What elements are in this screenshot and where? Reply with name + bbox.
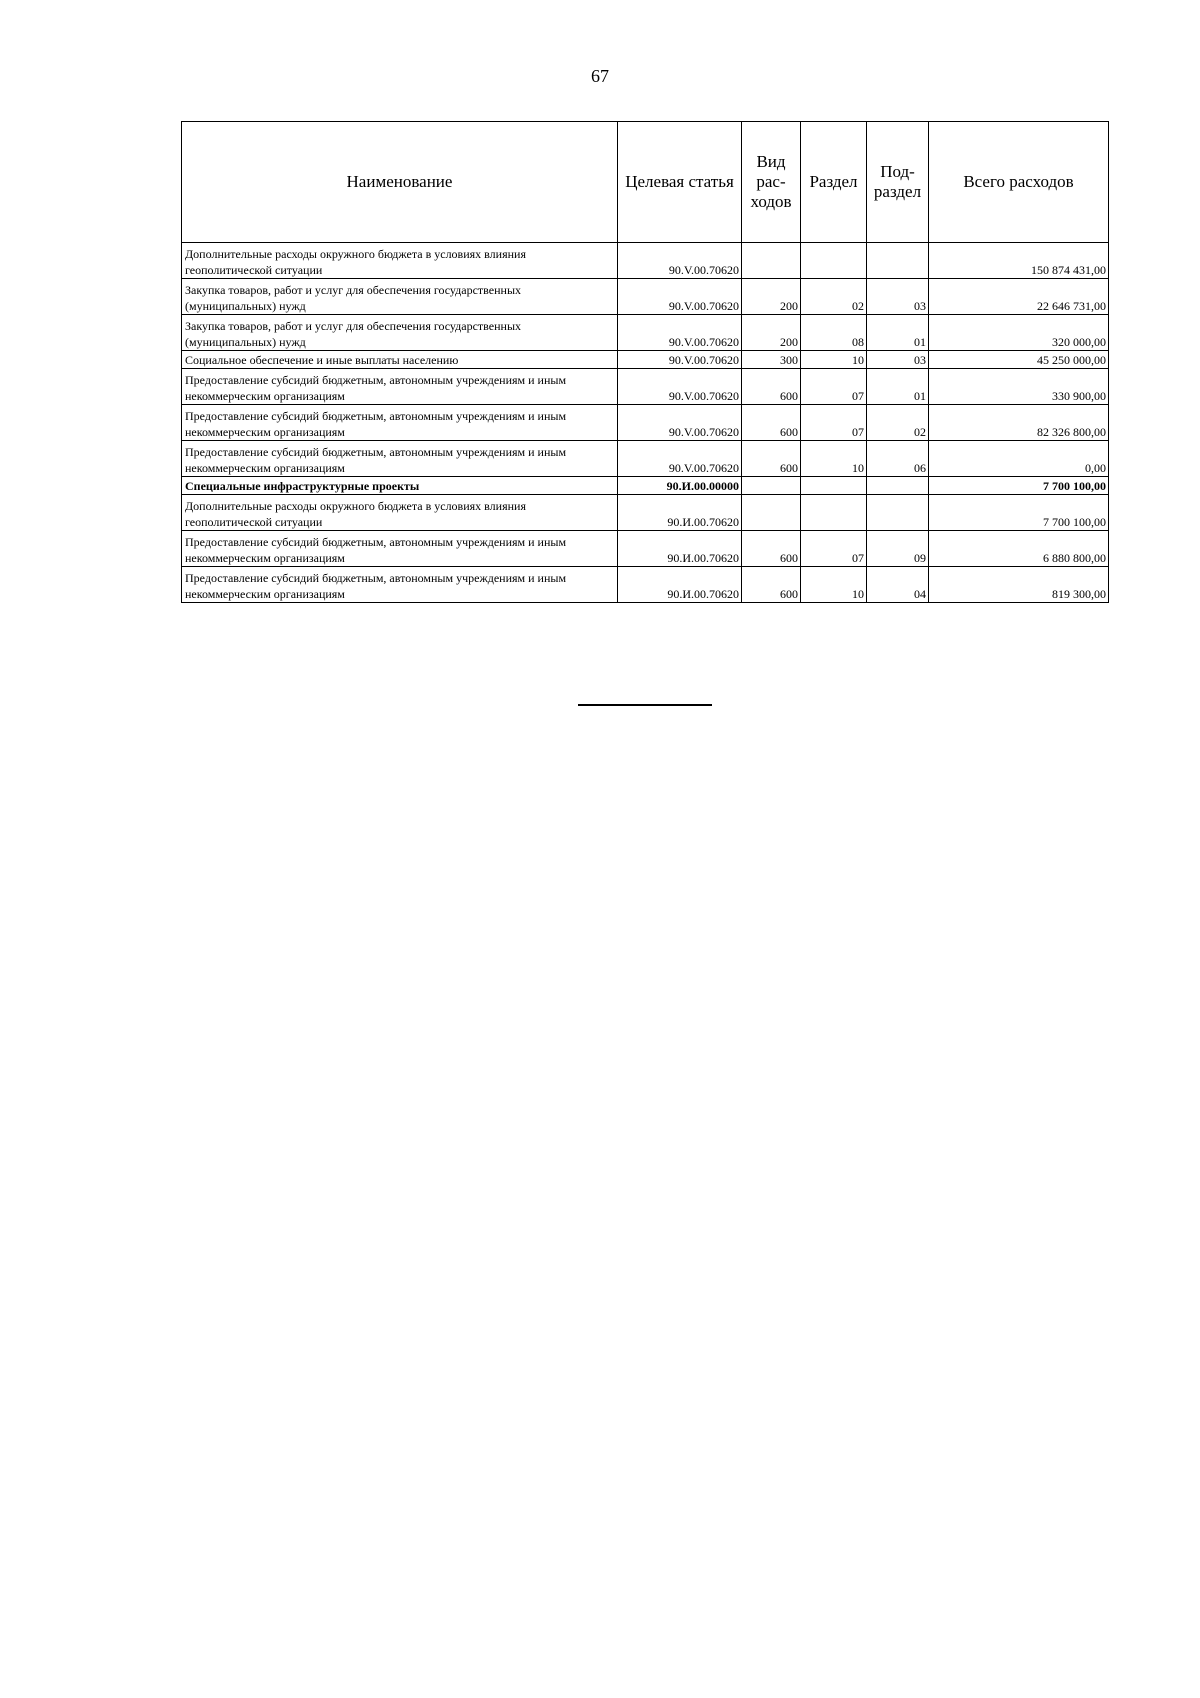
table-row: [182, 315, 1109, 351]
cell-expense-type: [742, 495, 801, 531]
cell-section: 10: [801, 441, 867, 477]
cell-section: 07: [801, 531, 867, 567]
cell-total: 45 250 000,00: [929, 351, 1109, 369]
cell-subsection: [867, 495, 929, 531]
cell-expense-type: 200: [742, 279, 801, 315]
cell-subsection: 09: [867, 531, 929, 567]
cell-expense-type: 600: [742, 405, 801, 441]
cell-target-article: 90.V.00.70620: [618, 279, 742, 315]
cell-subsection: 03: [867, 351, 929, 369]
cell-subsection: 01: [867, 369, 929, 405]
cell-expense-type: [742, 243, 801, 279]
cell-target-article: 90.V.00.70620: [618, 405, 742, 441]
cell-target-article: 90.V.00.70620: [618, 243, 742, 279]
table-row: [182, 369, 1109, 405]
cell-section: 10: [801, 351, 867, 369]
table-row: [182, 477, 1109, 495]
cell-total: 0,00: [929, 441, 1109, 477]
header-subsection: Под- раздел: [867, 122, 929, 243]
cell-total: 150 874 431,00: [929, 243, 1109, 279]
cell-section: 10: [801, 567, 867, 603]
budget-table: [181, 121, 1109, 603]
cell-name: Предоставление субсидий бюджетным, автономным учреждениям и иным некоммерческим организациям: [182, 531, 618, 567]
cell-expense-type: 600: [742, 567, 801, 603]
header-section: Раздел: [801, 122, 867, 243]
header-expense-type: Вид рас- ходов: [742, 122, 801, 243]
cell-name: Предоставление субсидий бюджетным, автономным учреждениям и иным некоммерческим организациям: [182, 441, 618, 477]
cell-name: Предоставление субсидий бюджетным, автономным учреждениям и иным некоммерческим организациям: [182, 405, 618, 441]
cell-section: [801, 495, 867, 531]
table-row: [182, 441, 1109, 477]
cell-target-article: 90.И.00.70620: [618, 531, 742, 567]
cell-name: Дополнительные расходы окружного бюджета в условиях влияния геополитической ситуации: [182, 243, 618, 279]
end-rule: [578, 704, 712, 706]
cell-name: Предоставление субсидий бюджетным, автономным учреждениям и иным некоммерческим организациям: [182, 369, 618, 405]
cell-expense-type: [742, 477, 801, 495]
table-header-row: [182, 122, 1109, 243]
cell-subsection: 03: [867, 279, 929, 315]
cell-section: [801, 477, 867, 495]
cell-expense-type: 600: [742, 369, 801, 405]
cell-total: 22 646 731,00: [929, 279, 1109, 315]
cell-target-article: 90.V.00.70620: [618, 315, 742, 351]
page-number: 67: [591, 66, 609, 86]
cell-total: 7 700 100,00: [929, 495, 1109, 531]
cell-subsection: 04: [867, 567, 929, 603]
cell-target-article: 90.И.00.70620: [618, 567, 742, 603]
cell-total: 819 300,00: [929, 567, 1109, 603]
cell-target-article: 90.V.00.70620: [618, 351, 742, 369]
cell-name: Закупка товаров, работ и услуг для обеспечения государственных (муниципальных) нужд: [182, 279, 618, 315]
cell-expense-type: 300: [742, 351, 801, 369]
table-row: [182, 495, 1109, 531]
cell-expense-type: 600: [742, 531, 801, 567]
cell-name: Социальное обеспечение и иные выплаты населению: [182, 351, 618, 369]
cell-section: 07: [801, 369, 867, 405]
cell-section: 07: [801, 405, 867, 441]
cell-total: 320 000,00: [929, 315, 1109, 351]
cell-total: 82 326 800,00: [929, 405, 1109, 441]
cell-expense-type: 200: [742, 315, 801, 351]
table-row: [182, 531, 1109, 567]
cell-target-article: 90.V.00.70620: [618, 441, 742, 477]
cell-subsection: 01: [867, 315, 929, 351]
table-row: [182, 243, 1109, 279]
cell-expense-type: 600: [742, 441, 801, 477]
cell-name: Специальные инфраструктурные проекты: [182, 477, 618, 495]
cell-subsection: 02: [867, 405, 929, 441]
cell-name: Закупка товаров, работ и услуг для обеспечения государственных (муниципальных) нужд: [182, 315, 618, 351]
cell-target-article: 90.И.00.00000: [618, 477, 742, 495]
table-row: [182, 405, 1109, 441]
header-target-article: Целевая статья: [618, 122, 742, 243]
table-body: [182, 243, 1109, 603]
table-row: [182, 567, 1109, 603]
cell-name: Дополнительные расходы окружного бюджета в условиях влияния геополитической ситуации: [182, 495, 618, 531]
table-row: [182, 351, 1109, 369]
cell-total: 6 880 800,00: [929, 531, 1109, 567]
cell-section: 08: [801, 315, 867, 351]
cell-total: 330 900,00: [929, 369, 1109, 405]
cell-name: Предоставление субсидий бюджетным, автономным учреждениям и иным некоммерческим организациям: [182, 567, 618, 603]
cell-subsection: 06: [867, 441, 929, 477]
cell-subsection: [867, 477, 929, 495]
table-row: [182, 279, 1109, 315]
cell-target-article: 90.И.00.70620: [618, 495, 742, 531]
cell-section: [801, 243, 867, 279]
cell-target-article: 90.V.00.70620: [618, 369, 742, 405]
cell-subsection: [867, 243, 929, 279]
header-name: Наименование: [182, 122, 618, 243]
cell-section: 02: [801, 279, 867, 315]
cell-total: 7 700 100,00: [929, 477, 1109, 495]
header-total: Всего расходов: [929, 122, 1109, 243]
